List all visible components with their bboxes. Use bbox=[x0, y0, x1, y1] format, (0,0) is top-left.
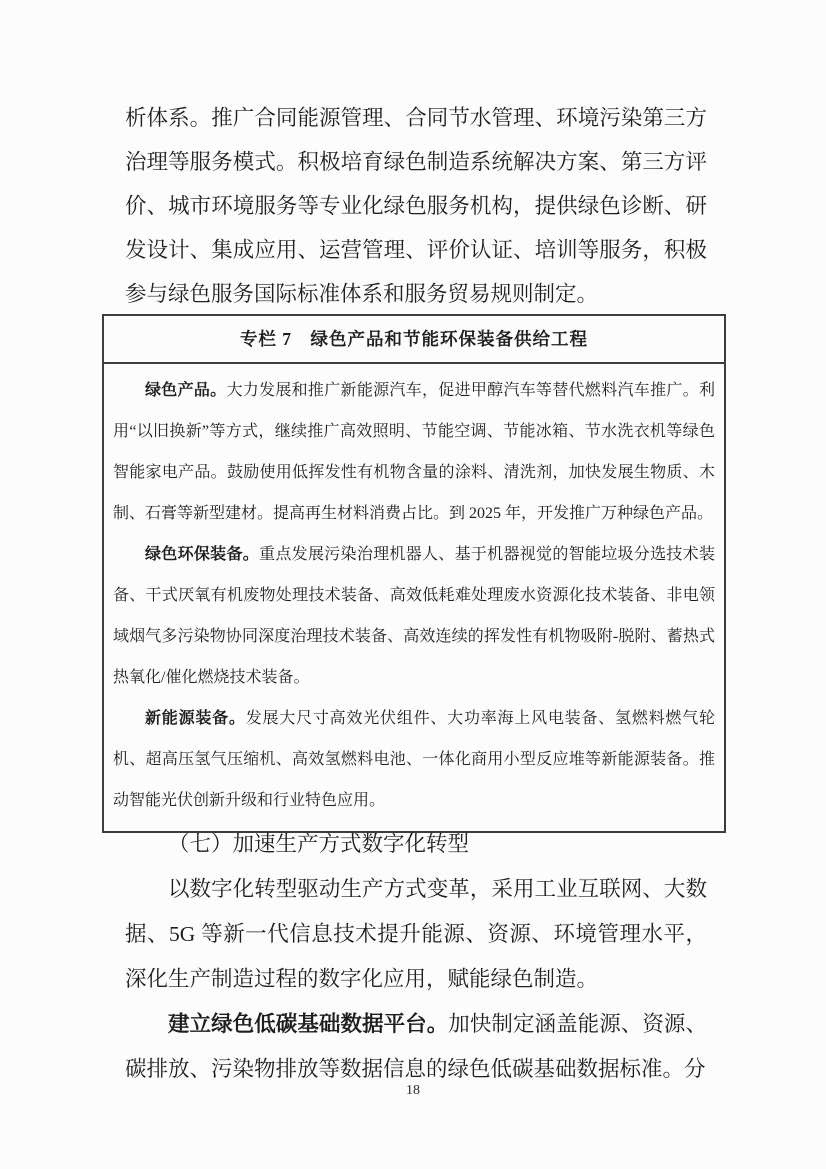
section-heading: （七）加速生产方式数字化转型 bbox=[168, 832, 470, 856]
box-paragraph-text: 发展大尺寸高效光伏组件、大功率海上风电装备、氢燃料燃气轮机、超高压氢气压缩机、高效氢燃料电池、一体化商用小型反应堆等新能源装备。推动智能光伏创新升级和行业特色应用。 bbox=[113, 710, 715, 809]
intro-paragraph: 析体系。推广合同能源管理、合同节水管理、环境污染第三方治理等服务模式。积极培育绿色制造系统解决方案、第三方评价、城市环境服务等专业化绿色服务机构，提供绿色诊断、研发设计、集成应用、运营管理、评价认证、培训等服务，积极参与绿色服务国际标准体系和服务贸易规则制定。 bbox=[125, 106, 707, 306]
section-paragraph-text: 加快制定涵盖能源、资源、碳排放、污染物排放等数据信息的绿色低碳基础数据标准。分 bbox=[125, 1012, 707, 1081]
box-paragraph-new-energy-equipment bbox=[113, 698, 715, 821]
section-paragraph-lead: 建立绿色低碳基础数据平台。 bbox=[168, 1012, 449, 1036]
feature-box-body bbox=[104, 364, 724, 831]
section-paragraph-data-platform bbox=[125, 1002, 707, 1092]
page-number: 18 bbox=[406, 1083, 420, 1098]
box-paragraph-lead: 绿色产品。 bbox=[145, 382, 227, 399]
box-paragraph-green-products bbox=[113, 370, 715, 534]
box-paragraph-lead: 绿色环保装备。 bbox=[145, 546, 260, 563]
section-seven bbox=[125, 822, 707, 1092]
section-paragraph-digital-transform bbox=[125, 867, 707, 1002]
box-paragraph-green-equipment bbox=[113, 534, 715, 698]
box-paragraph-text: 重点发展污染治理机器人、基于机器视觉的智能垃圾分选技术装备、干式厌氧有机废物处理技术装备、高效低耗难处理废水资源化技术装备、非电领域烟气多污染物协同深度治理技术装备、高效连续的挥发性有机物吸附-脱附、蓄热式热氧化/催化燃烧技术装备。 bbox=[113, 546, 715, 686]
feature-box bbox=[102, 314, 726, 833]
section-paragraph-text: 以数字化转型驱动生产方式变革，采用工业互联网、大数据、5G 等新一代信息技术提升能源、资源、环境管理水平，深化生产制造过程的数字化应用，赋能绿色制造。 bbox=[125, 877, 707, 991]
box-paragraph-lead: 新能源装备。 bbox=[145, 710, 246, 727]
feature-box-title: 专栏 7 绿色产品和节能环保装备供给工程 bbox=[104, 316, 724, 364]
box-paragraph-text: 大力发展和推广新能源汽车，促进甲醇汽车等替代燃料汽车推广。利用“以旧换新”等方式，继续推广高效照明、节能空调、节能冰箱、节水洗衣机等绿色智能家电产品。鼓励使用低挥发性有机物含量的涂料、清洗剂，加快发展生物质、木制、石膏等新型建材。提高再生材料消费占比。到 2025 年，开发推广万种绿色产品。 bbox=[113, 382, 715, 522]
